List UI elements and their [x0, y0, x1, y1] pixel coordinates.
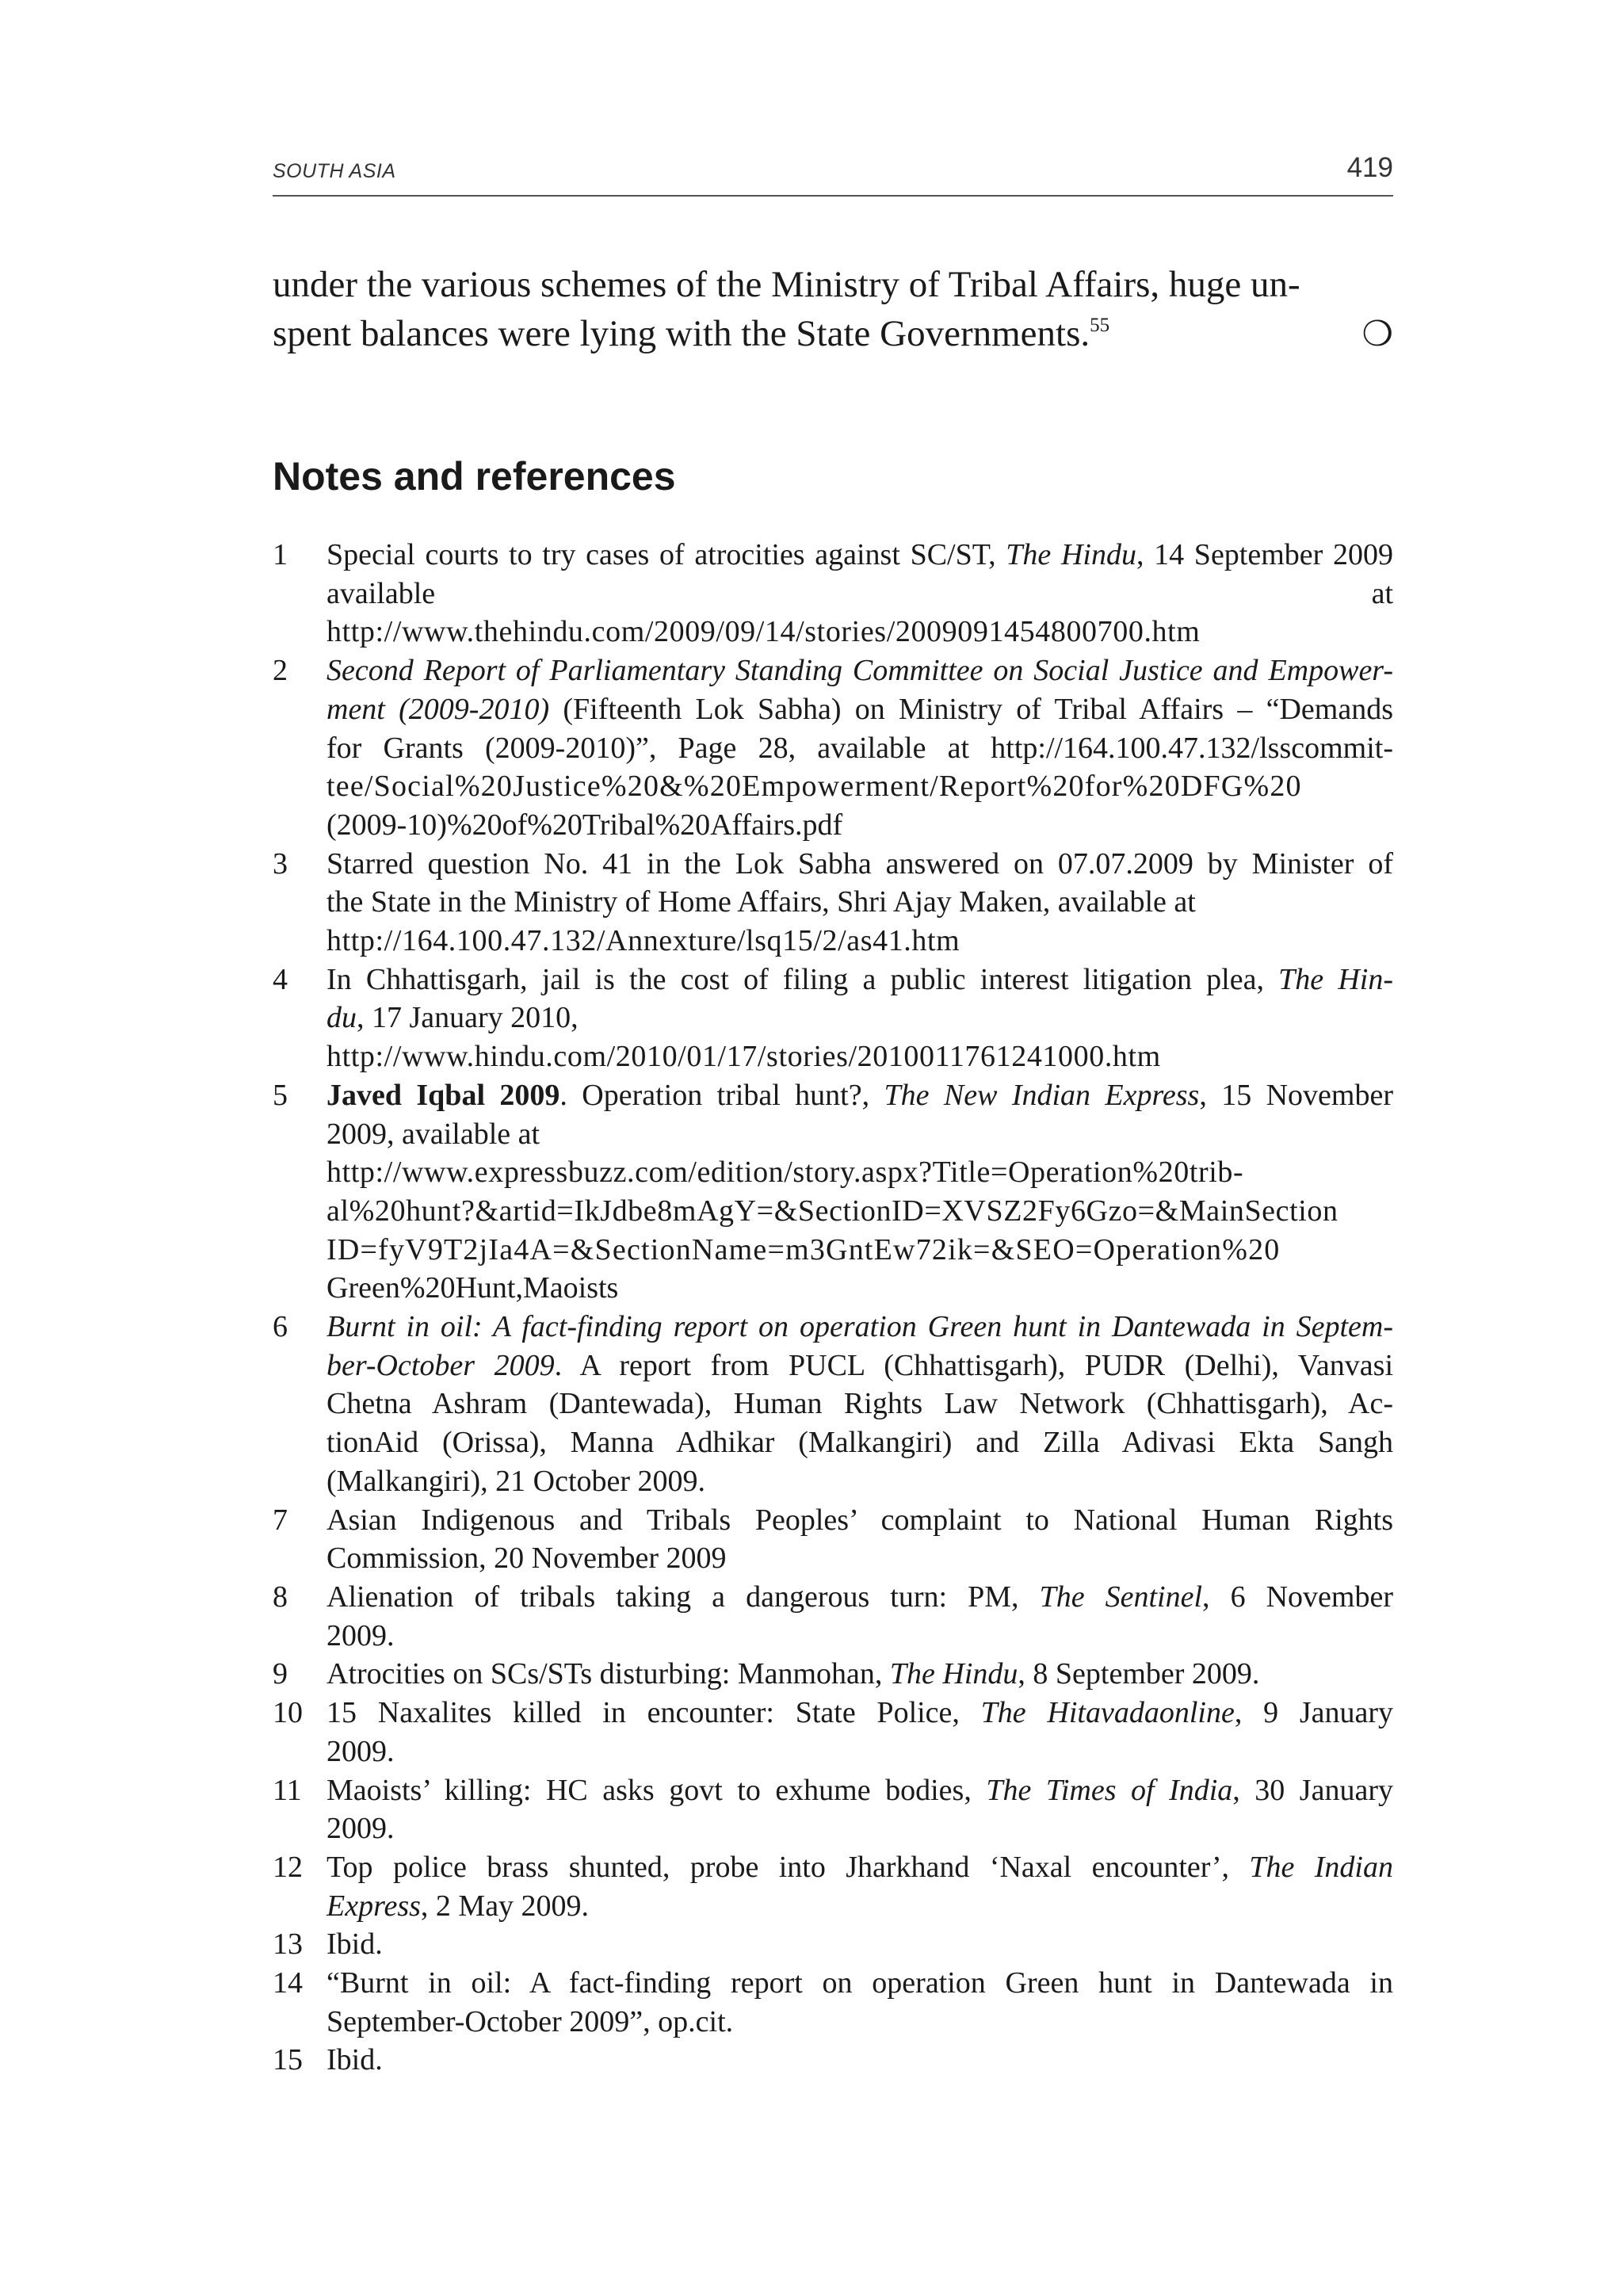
note-number: 6	[273, 1310, 288, 1344]
footnote-reference[interactable]: 55	[1090, 315, 1110, 336]
section-heading: Notes and references	[273, 454, 676, 499]
publication-title: The Hindu	[1006, 538, 1136, 571]
running-header	[273, 152, 1393, 197]
note-number: 13	[273, 1927, 303, 1962]
note-text: Atrocities on SCs/STs disturbing: Manmohan, The Hindu, 8 September 2009.	[327, 1657, 1260, 1691]
note-url[interactable]: tee/Social%20Justice%20&%20Empowerment/Report%20for%20DFG%20	[327, 770, 1302, 804]
note-url[interactable]: http://www.expressbuzz.com/edition/story.aspx?Title=Operation%20trib-	[327, 1156, 1244, 1190]
note-url[interactable]: http://www.thehindu.com/2009/09/14/stories/2009091454800700.htm	[327, 615, 1201, 649]
note-text: Asian Indigenous and Tribals Peoples’ complaint to National Human Rights Commission, 20 November 2009	[327, 1503, 1393, 1576]
notes-list	[273, 536, 1393, 2080]
note-item	[273, 536, 1393, 651]
note-number: 5	[273, 1078, 288, 1112]
publication-title: Burnt in oil: A fact-finding report on operation Green hunt in Dantewada in Septem-	[327, 1310, 1393, 1344]
note-text: Burnt in oil: A fact-finding report on operation Green hunt in Dantewada in Septem- ber-October 2009. A report from PUCL (Chhattisgarh), PUDR (Delhi), Vanvasi Chetna Ashram (Dantewada), Human Rights Law Network (Chhattisgarh), Ac- tionAid (Orissa), Manna Adhikar (Malkangiri) and Zilla Adivasi Ekta Sangh (Malkangiri), 21 October 2009.	[327, 1310, 1393, 1498]
note-text: 15 Naxalites killed in encounter: State Police, The Hitavadaonline, 9 January 2009.	[327, 1696, 1393, 1768]
note-item	[273, 1848, 1393, 1925]
note-number: 7	[273, 1503, 288, 1537]
publication-title: Second Report of Parliamentary Standing Committee on Social Justice and Empower-	[327, 654, 1393, 688]
note-number: 14	[273, 1966, 303, 2000]
note-number: 9	[273, 1657, 288, 1691]
note-number: 3	[273, 846, 288, 881]
note-text: Ibid.	[327, 2043, 383, 2077]
note-text: Top police brass shunted, probe into Jharkhand ‘Naxal encounter’, The Indian Express, 2 May 2009.	[327, 1850, 1393, 1923]
body-paragraph	[273, 260, 1393, 359]
note-item	[273, 1501, 1393, 1578]
note-item	[273, 1578, 1393, 1655]
note-url[interactable]: ID=fyV9T2jIa4A=&SectionName=m3GntEw72ik=&SEO=Operation%20	[327, 1232, 1281, 1266]
note-text: Starred question No. 41 in the Lok Sabha answered on 07.07.2009 by Minister of the State in the Ministry of Home Affairs, Shri Ajay Maken, available at http://164.100.47.132/Annexture/lsq15/2/as41.htm	[327, 845, 1393, 961]
note-text: Alienation of tribals taking a dangerous turn: PM, The Sentinel, 6 November 2009.	[327, 1580, 1393, 1652]
publication-title: The Hitavadaonline	[980, 1696, 1235, 1730]
note-text: Javed Iqbal 2009. Operation tribal hunt?, The New Indian Express, 15 November 2009, available at http://www.expressbuzz.com/edition/story.aspx?Title=Operation%20trib- al%20hunt?&artid=IkJdbe8mAgY=&SectionID=XVSZ2Fy6Gzo=&MainSection ID=fyV9T2jIa4A=&SectionName=m3GntEw72ik=&SEO=Operation%20 Green%20Hunt,Maoists	[327, 1076, 1393, 1308]
note-number: 4	[273, 962, 288, 996]
publication-title: The Times of India	[986, 1773, 1233, 1807]
note-url[interactable]: al%20hunt?&artid=IkJdbe8mAgY=&SectionID=XVSZ2Fy6Gzo=&MainSection	[327, 1194, 1338, 1228]
note-item	[273, 1655, 1393, 1694]
note-text: Second Report of Parliamentary Standing Committee on Social Justice and Empower- ment (2009-2010) (Fifteenth Lok Sabha) on Ministry of Tribal Affairs – “Demands for Grants (2009-2010)”, Page 28, available at http://164.100.47.132/lsscommit- tee/Social%20Justice%20&%20Empowerment/Report%20for%20DFG%20 (2009-10)%20of%20Tribal%20Affairs.pdf	[327, 654, 1393, 842]
note-number: 11	[273, 1773, 302, 1807]
note-text: In Chhattisgarh, jail is the cost of filing a public interest litigation plea, The Hin- du, 17 January 2010, http://www.hindu.com/2010/01/17/stories/2010011761241000.htm	[327, 961, 1393, 1076]
body-line-text: spent balances were lying with the State Governments.$^{55}$	[273, 313, 1110, 354]
note-item	[273, 651, 1393, 845]
note-url[interactable]: http://www.hindu.com/2010/01/17/stories/2010011761241000.htm	[327, 1040, 1161, 1074]
note-item	[273, 1925, 1393, 1964]
note-item	[273, 1076, 1393, 1308]
note-text: Maoists’ killing: HC asks govt to exhume bodies, The Times of India, 30 January 2009.	[327, 1773, 1393, 1846]
publication-title: The Indian	[1249, 1850, 1393, 1884]
note-text: Special courts to try cases of atrocities against SC/ST, The Hindu, 14 September 2009 available at http://www.thehindu.com/2009/09/14/stories/2009091454800700.htm	[327, 536, 1393, 651]
note-number: 1	[273, 538, 288, 571]
page-number: 419	[1346, 152, 1393, 183]
note-text: Ibid.	[327, 1927, 383, 1962]
note-number: 12	[273, 1850, 303, 1884]
note-url[interactable]: http://164.100.47.132/Annexture/lsq15/2/as41.htm	[327, 924, 960, 958]
note-item	[273, 1964, 1393, 2041]
note-number: 2	[273, 654, 288, 688]
body-line: under the various schemes of the Ministry of Tribal Affairs, huge un-	[273, 264, 1300, 305]
note-text: “Burnt in oil: A fact-finding report on operation Green hunt in Dantewada in September-October 2009”, op.cit.	[327, 1966, 1393, 2038]
body-line-last	[273, 309, 1393, 359]
author-name: Javed Iqbal 2009	[327, 1078, 560, 1112]
publication-title: The Hin-	[1278, 962, 1394, 996]
note-item	[273, 1694, 1393, 1771]
publication-title: The Hindu	[889, 1657, 1018, 1691]
note-item	[273, 845, 1393, 961]
note-number: 15	[273, 2043, 303, 2077]
note-item	[273, 2041, 1393, 2080]
end-of-article-icon: ❍	[1361, 314, 1393, 354]
publication-title: The New Indian Express	[884, 1078, 1200, 1112]
publication-title: The Sentinel	[1039, 1580, 1203, 1614]
note-number: 10	[273, 1696, 303, 1730]
note-item	[273, 961, 1393, 1076]
running-title: SOUTH ASIA	[273, 160, 396, 182]
note-item	[273, 1771, 1393, 1848]
note-number: 8	[273, 1580, 288, 1614]
note-item	[273, 1308, 1393, 1501]
note-url[interactable]: Green%20Hunt,Maoists	[327, 1271, 619, 1305]
